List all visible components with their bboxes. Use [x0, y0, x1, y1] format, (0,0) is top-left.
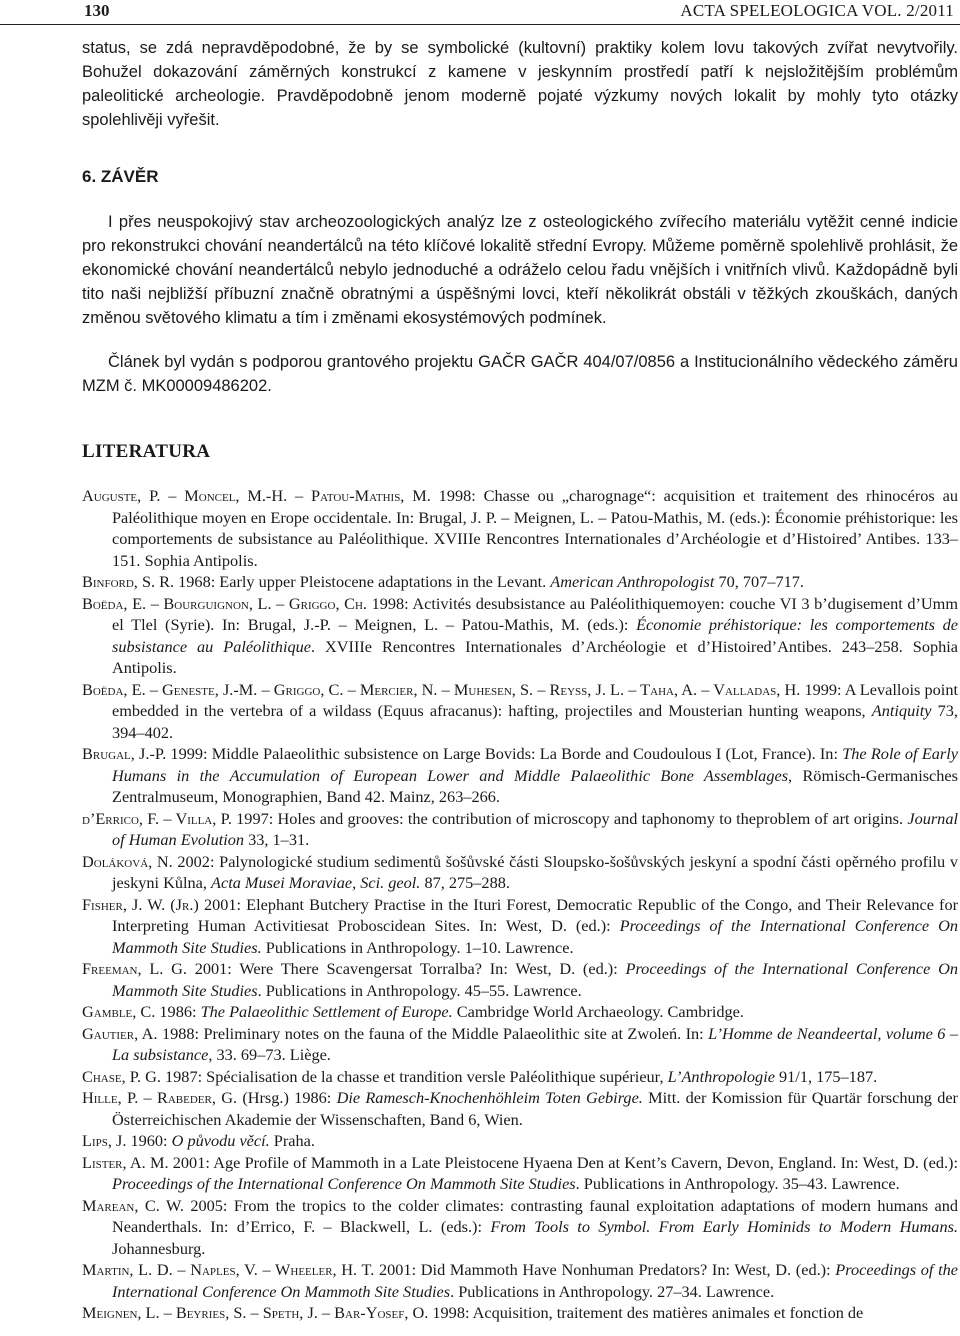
reference-text: 1999: Middle Palaeolithic subsistence on Large Bovids: La Borde and Coudoulous I (Lot, France). In:: [166, 744, 843, 763]
reference-entry: [82, 1195, 958, 1260]
reference-details: Publications in Anthropology. 1–10. Lawrence.: [261, 937, 574, 957]
reference-text: 2001: Age Profile of Mammoth in a Late Pleistocene Hyaena Den at Kent’s Cavern, Devon, England. In: West, D. (ed.):: [168, 1152, 958, 1172]
section-heading: 6. ZÁVĚR: [82, 167, 159, 186]
reference-authors: Meignen, L. – Beyries, S. – Speth, J. – Bar-Yosef, O.: [82, 1303, 429, 1322]
reference-authors: Boëda, E. – Bourguignon, L. – Griggo, Ch.: [82, 593, 367, 613]
reference-source-title: The Role of Early Humans in the Accumulation of European Lower and Middle Palaeolithic Bone Assemblages: [112, 744, 958, 785]
reference-authors: Lips, J.: [82, 1131, 127, 1150]
reference-details: . XVIIIe Rencontres Internationales d’Archéologie et d’Histoired’Antibes. 243–258. Sophia Antipolis.: [112, 636, 959, 677]
reference-details: Mitt. der Komission für Quartär forschung der Österreichischen Akademie der Wissenschaften, Band 6, Wien.: [112, 1088, 958, 1129]
reference-details: 87, 275–288.: [420, 873, 510, 892]
reference-text: 2002: Palynologické studium sedimentů šošůvské části Sloupsko-šošůvských jeskyní a spodní části opěrného profilu v jeskyni Kůlna,: [112, 851, 959, 892]
reference-entry: [82, 1130, 958, 1152]
reference-details: 33, 1–31.: [244, 830, 310, 849]
reference-entry: [82, 851, 958, 894]
reference-authors: d’Errico, F. – Villa, P.: [82, 808, 232, 828]
reference-authors: Hille, P. – Rabeder, G.: [82, 1088, 238, 1107]
reference-text: (Hrsg.) 1986:: [237, 1088, 337, 1107]
reference-entry: [82, 808, 958, 851]
reference-authors: Chase, P. G.: [82, 1066, 161, 1086]
reference-authors: Doláková, N.: [82, 851, 173, 871]
reference-source-title: L’Homme de Neandeertal, volume 6 – La subsistance: [112, 1023, 958, 1064]
reference-entry: [82, 1259, 958, 1302]
reference-entry: [82, 679, 958, 744]
reference-source-title: From Tools to Symbol. From Early Hominids to Modern Humans.: [490, 1217, 958, 1236]
reference-source-title: Proceedings of the International Conference On Mammoth Site Studies.: [112, 916, 958, 957]
reference-details: Cambridge World Archaeology. Cambridge.: [452, 1002, 744, 1021]
intro-paragraph: status, se zdá nepravděpodobné, že by se symbolické (kultovní) praktiky kolem lovu takových zvířat nevytvořily. Bohužel dokazování záměrných konstrukcí z kamene v jeskynním prostředí patří k nejsložitějším problémům paleolitické archeologie. Pravděpodobně jenom moderně pojaté výzkumy nových lokalit by mohly tyto otázky spolehlivěji vyřešit.: [82, 39, 958, 129]
reference-authors: Auguste, P. – Moncel, M.-H. – Patou-Mathis, M.: [82, 486, 431, 505]
reference-text: 1960:: [126, 1131, 172, 1150]
journal-title: ACTA SPELEOLOGICA VOL. 2/2011: [680, 1, 954, 20]
conclusion-text: [82, 210, 958, 330]
reference-details: Johannesburg.: [112, 1238, 206, 1258]
acknowledgement-text: [82, 350, 958, 398]
reference-source-title: Antiquity: [871, 701, 932, 720]
reference-details: 91/1, 175–187.: [774, 1066, 878, 1086]
reference-source-title: American Anthropologist: [550, 572, 715, 591]
reference-authors: Lister, A. M.: [82, 1152, 169, 1172]
reference-source-title: Proceedings of the International Conference On Mammoth Site Studies: [112, 1260, 959, 1301]
reference-text: 2005: From the tropics to the colder climates: contrasting faunal exploitation adaptations of modern humans and Neanderthals. In: d’Errico, F. – Blackwell, L. (eds.):: [112, 1195, 958, 1236]
literature-heading: LITERATURA: [82, 441, 211, 462]
page-number: 130: [84, 1, 110, 20]
reference-text: 1998: Acquisition, traitement des matières animales et fonction de: [428, 1303, 864, 1322]
reference-authors: Brugal, J.-P.: [82, 744, 167, 763]
acknowledgement-paragraph: Článek byl vydán s podporou grantového projektu GAČR GAČR 404/07/0856 a Institucionálního vědeckého záměru MZM č. MK00009486202.: [82, 353, 958, 395]
conclusion-paragraph: I přes neuspokojivý stav archeozoologických analýz lze z osteologického zvířecího materiálu vytěžit cenné indicie pro rekonstrukci chování neandertálců na této klíčové lokalitě střední Evropy. Můžeme poměrně spolehlivě prohlásit, že ekonomické chování neandertálců nebylo jednoduché a odráželo celou řadu vnějších i vnitřních vlivů. Každopádně byli tito naši nejbližší příbuzní značně obratnými a úspěšnými lovci, kteří několikrát obstáli v těžkých zkouškách, daných změnou světového klimatu a tím i změnami ekosystémových podmínek.: [82, 213, 958, 327]
reference-entry: [82, 571, 958, 593]
reference-entry: [82, 958, 958, 1001]
reference-text: 1986:: [155, 1002, 201, 1021]
running-header: [0, 0, 960, 25]
reference-details: 73, 394–402.: [112, 701, 959, 742]
reference-text: 2001: Elephant Butchery Practise in the Ituri Forest, Democratic Republic of the Congo, and Their Relevance for Interpreting Human Activitiesat Proboscidean Sites. In: West, D. (ed.):: [112, 894, 959, 935]
reference-authors: Martin, L. D. – Naples, V. – Wheeler, H. T.: [82, 1260, 375, 1279]
reference-entry: [82, 1302, 958, 1324]
reference-source-title: Proceedings of the International Conference On Mammoth Site Studies: [112, 959, 958, 1000]
reference-details: . Publications in Anthropology. 35–43. Lawrence.: [575, 1174, 900, 1193]
reference-text: 1988: Preliminary notes on the fauna of the Middle Palaeolithic site at Zwoleń. In:: [157, 1023, 709, 1043]
reference-entry: [82, 1001, 958, 1023]
reference-entry: [82, 1066, 958, 1088]
reference-source-title: Journal of Human Evolution: [112, 808, 958, 849]
reference-source-title: Proceedings of the International Conference On Mammoth Site Studies: [112, 1174, 576, 1193]
reference-details: . Publications in Anthropology. 27–34. Lawrence.: [450, 1281, 775, 1301]
reference-authors: Binford, S. R.: [82, 572, 175, 591]
reference-text: 2001: Did Mammoth Have Nonhuman Predators? In: West, D. (ed.):: [374, 1260, 836, 1279]
reference-source-title: Die Ramesch-Knochenhöhleim Toten Gebirge.: [336, 1088, 643, 1107]
reference-list: [82, 485, 958, 1324]
reference-authors: Gamble, C.: [82, 1002, 156, 1021]
reference-entry: [82, 1087, 958, 1130]
reference-text: 1999: A Levallois point embedded in the vertebra of a wildass (Equus afracanus): hafting, projectiles and Mousterian hunting weapons,: [112, 679, 958, 720]
reference-source-title: Acta Musei Moraviae, Sci. geol.: [211, 873, 421, 892]
reference-entry: [82, 485, 958, 571]
reference-text: 2001: Were There Scavengersat Torralba? In: West, D. (ed.):: [186, 959, 626, 978]
reference-authors: Marean, C. W.: [82, 1195, 184, 1215]
reference-authors: Fisher, J. W. (Jr.): [82, 894, 199, 914]
reference-entry: [82, 1152, 958, 1195]
reference-text: 1998: Activités desubsistance au Paléolithiquemoyen: couche VI 3 b’dugisement d’Umm el Tlel (Syrie). In: Brugal, J.-P. – Meignen, L. – Patou-Mathis, M. (eds.):: [112, 593, 958, 634]
reference-details: . Publications in Anthropology. 45–55. Lawrence.: [257, 980, 582, 1000]
reference-text: 1998: Chasse ou „charognage“: acquisition et traitement des rhinocéros au Paléolithique moyen en Erope occidentale. In: Brugal, J. P. – Meignen, L. – Patou-Mathis, M. (eds.): Économie préhistorique: les comportements de subsistance au Paléolithique. XVIIIe Rencontres Internationales d’Archéologie et d’Histoired’ Antibes. 133–151. Sophia Antipolis.: [112, 486, 959, 570]
reference-source-title: O původu věcí.: [171, 1131, 270, 1150]
reference-details: 70, 707–717.: [714, 572, 804, 591]
intro-text: [82, 36, 958, 132]
reference-entry: [82, 743, 958, 808]
reference-source-title: L’Anthropologie: [667, 1066, 775, 1086]
reference-authors: Freeman, L. G.: [82, 959, 187, 978]
reference-details: , 33. 69–73. Liège.: [208, 1045, 331, 1064]
reference-source-title: Économie préhistorique: les comportements de subsistance au Paléolithique: [112, 615, 958, 656]
reference-entry: [82, 894, 958, 959]
reference-source-title: The Palaeolithic Settlement of Europe.: [200, 1002, 453, 1021]
reference-entry: [82, 593, 958, 679]
reference-entry: [82, 1023, 958, 1066]
reference-authors: Gautier, A.: [82, 1023, 158, 1043]
reference-text: 1968: Early upper Pleistocene adaptations in the Levant.: [174, 572, 551, 591]
reference-text: 1987: Spécialisation de la chasse et trandition versle Paléolithique supérieur,: [160, 1066, 668, 1086]
reference-authors: Boëda, E. – Geneste, J.-M. – Griggo, C. – Mercier, N. – Muhesen, S. – Reyss, J. L. – Taha, A. – Valladas, H.: [82, 679, 801, 699]
reference-details: Praha.: [269, 1131, 315, 1150]
reference-text: 1997: Holes and grooves: the contribution of microscopy and taphonomy to theproblem of art origins.: [231, 808, 908, 828]
reference-details: , Römisch-Germanisches Zentralmuseum, Monographien, Band 42. Mainz, 263–266.: [112, 765, 958, 806]
